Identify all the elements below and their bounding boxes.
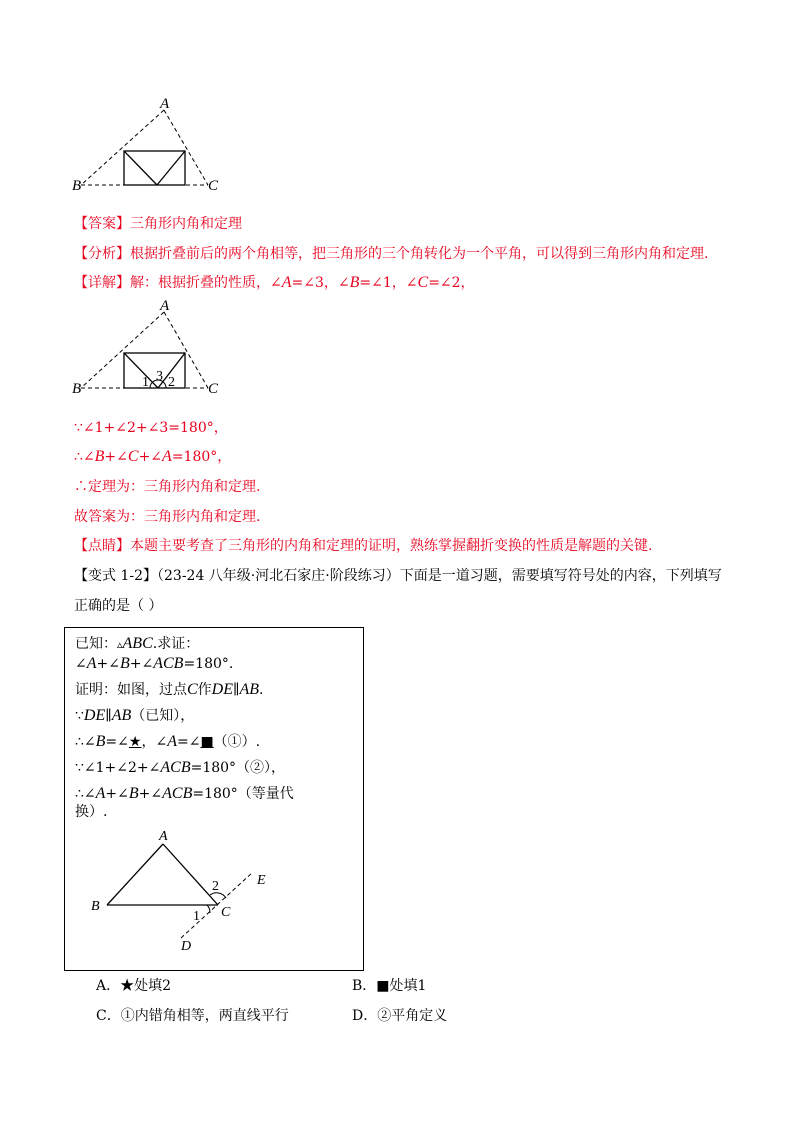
- analysis-tag: 【分析】: [74, 246, 130, 262]
- var-A: A: [167, 733, 177, 750]
- var-ABC: ABC: [122, 635, 153, 652]
- square-icon: ■: [200, 734, 214, 750]
- t: 证明：如图，过点: [75, 682, 187, 698]
- detail-eq1: =∠3，∠: [291, 275, 350, 291]
- top-triangle-figure: [60, 92, 240, 202]
- t: =180°（②），: [190, 760, 286, 776]
- t: （①）.: [213, 734, 261, 750]
- problem-box: [64, 627, 364, 971]
- step3-line: ∴定理为：三角形内角和定理.: [74, 479, 261, 495]
- detail-eq3: =∠2，: [428, 275, 475, 291]
- box-figure: [75, 824, 295, 954]
- label-C: C: [208, 178, 219, 194]
- t: =∠: [176, 734, 201, 750]
- fig-label-C: C: [221, 905, 231, 920]
- box-line-8: 换）.: [75, 804, 108, 820]
- parallel-symbol: ∥: [105, 708, 112, 724]
- fig-angle-1: 1: [193, 909, 200, 924]
- var-B: B: [94, 448, 105, 465]
- angle-2-label: 2: [168, 375, 175, 390]
- t: =180°.: [183, 656, 234, 672]
- t: ∵∠1+∠2+∠: [75, 760, 161, 776]
- label-A: A: [160, 96, 170, 112]
- step1-line: ∵∠1+∠2+∠3=180°，: [74, 420, 228, 436]
- variant-text: （23-24 八年级·河北石家庄·阶段练习）下面是一道习题，需要填写符号处的内容，下列填写: [157, 568, 722, 584]
- var-ACB: ACB: [160, 759, 191, 776]
- label-B: B: [72, 381, 82, 397]
- angle-sign: ∠: [270, 275, 282, 291]
- detail-intro: 解：根据折叠的性质，: [130, 275, 270, 291]
- analysis-text: 根据折叠前后的两个角相等，把三角形的三个角转化为一个平角，可以得到三角形内角和定理.: [130, 246, 709, 262]
- parallel-symbol: ∥: [233, 682, 240, 698]
- step2-p4: =180°，: [171, 449, 232, 465]
- var-B: B: [119, 655, 130, 672]
- label-B: B: [72, 178, 82, 194]
- fig-angle-2: 2: [212, 879, 219, 894]
- box-line-7: [75, 784, 294, 804]
- analysis-line: [74, 244, 708, 264]
- step4-line: 故答案为：三角形内角和定理.: [74, 509, 261, 525]
- star-icon: ★: [128, 734, 142, 750]
- given-label: 已知：: [75, 636, 117, 652]
- t: +∠: [105, 786, 129, 802]
- detail-line: [74, 273, 475, 293]
- t: ∴∠: [75, 734, 96, 750]
- var-C: C: [417, 274, 429, 291]
- comment-text: 本题主要考查了三角形的内角和定理的证明，熟练掌握翻折变换的性质是解题的关键.: [130, 538, 653, 554]
- detail-tag: 【详解】: [74, 275, 130, 291]
- box-line-6: [75, 758, 285, 778]
- variant-line2: 正确的是（ ）: [74, 598, 163, 614]
- t: =∠: [105, 734, 129, 750]
- t: ∴∠: [75, 786, 96, 802]
- box-line-statement: [75, 654, 233, 674]
- angle-3-label: 3: [156, 369, 163, 384]
- label-A: A: [160, 298, 170, 314]
- because-symbol: ∵: [75, 708, 84, 724]
- var-ACB: ACB: [162, 785, 193, 802]
- var-A: A: [95, 785, 106, 802]
- t: +∠: [138, 786, 163, 802]
- var-DE: DE: [83, 707, 106, 724]
- var-B: B: [349, 274, 360, 291]
- angle-1-label: 1: [142, 375, 149, 390]
- fig-label-A: A: [159, 829, 168, 844]
- detail-eq2: =∠1，∠: [359, 275, 418, 291]
- step2-p3: +∠: [138, 449, 163, 465]
- comment-tag: 【点睛】: [74, 538, 130, 554]
- answer-text: 三角形内角和定理: [130, 216, 242, 232]
- t: +∠: [96, 656, 120, 672]
- comment-line: [74, 536, 652, 556]
- option-a[interactable]: A．★处填2: [96, 978, 172, 994]
- t: ∠: [75, 656, 87, 672]
- t: 作: [197, 682, 212, 698]
- box-line-given: [75, 634, 199, 655]
- step2-p2: +∠: [104, 449, 128, 465]
- detail-triangle-figure: [60, 296, 240, 402]
- var-B: B: [128, 785, 139, 802]
- fig-label-D: D: [181, 939, 192, 954]
- var-A: A: [281, 274, 292, 291]
- triangle-symbol: ▵: [117, 638, 123, 651]
- var-C: C: [127, 448, 139, 465]
- var-DE: DE: [211, 681, 233, 698]
- var-B: B: [95, 733, 106, 750]
- var-AB: AB: [111, 707, 132, 724]
- var-ACB: ACB: [153, 655, 184, 672]
- box-line-5: [75, 732, 260, 752]
- box-line-4: [75, 706, 194, 726]
- step2-p1: ∴∠: [74, 449, 95, 465]
- answer-tag: 【答案】: [74, 216, 130, 232]
- var-A: A: [86, 655, 97, 672]
- fig-label-E: E: [257, 873, 266, 888]
- option-b[interactable]: B．■处填1: [352, 978, 427, 994]
- answer-line: [74, 214, 242, 234]
- var-C: C: [187, 681, 198, 698]
- t: .: [259, 682, 264, 698]
- t: =180°（等量代: [192, 786, 294, 802]
- variant-line1: [74, 566, 722, 586]
- step2-line: [74, 447, 231, 467]
- t: +∠: [129, 656, 154, 672]
- prove-label: .求证：: [152, 636, 200, 652]
- t: （已知），: [131, 708, 195, 724]
- var-A: A: [162, 448, 172, 465]
- t: ，∠: [141, 734, 168, 750]
- box-line-proof: [75, 680, 263, 700]
- variant-tag: 【变式 1-2】: [74, 568, 157, 584]
- option-c[interactable]: C．①内错角相等，两直线平行: [96, 1008, 289, 1024]
- label-C: C: [208, 381, 219, 397]
- var-AB: AB: [239, 681, 260, 698]
- fig-label-B: B: [91, 899, 100, 914]
- option-d[interactable]: D．②平角定义: [352, 1008, 448, 1024]
